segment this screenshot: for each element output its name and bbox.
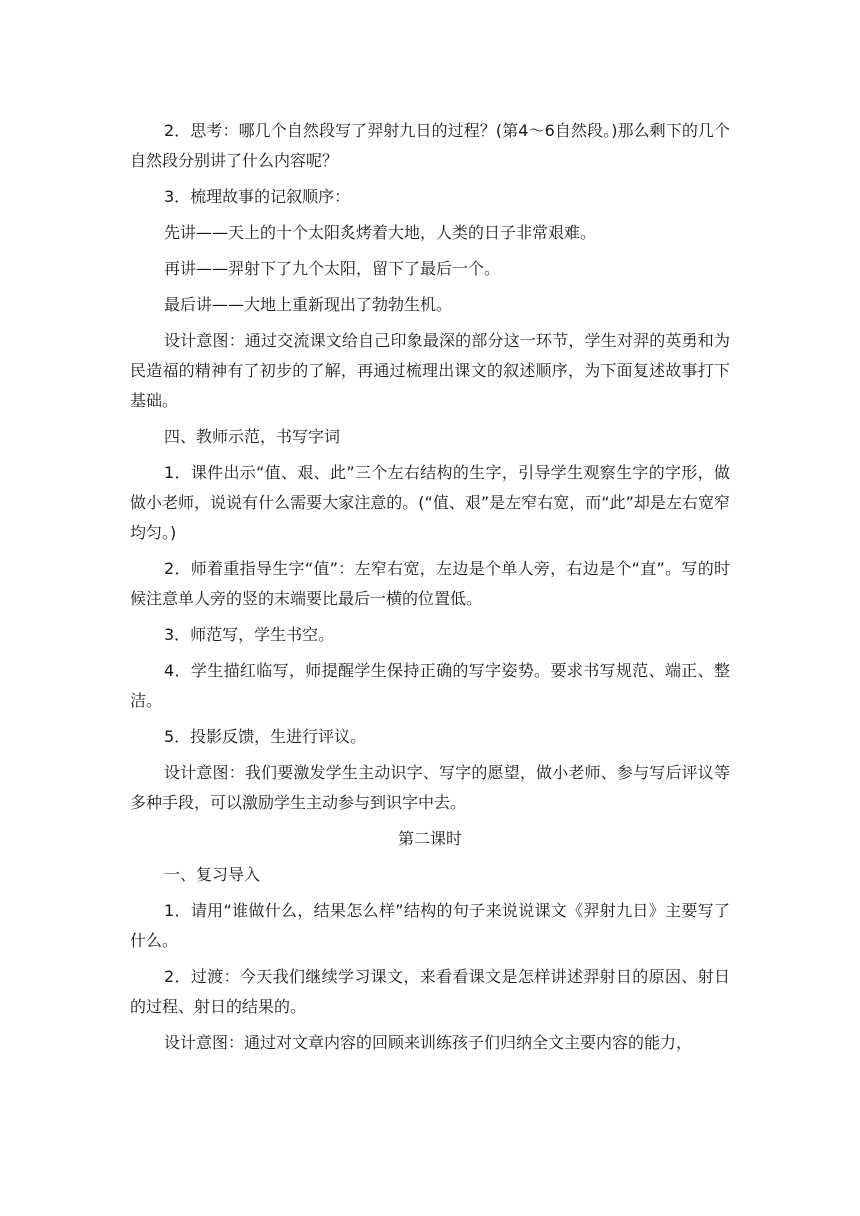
paragraph-design-intent-1: 设计意图：通过交流课文给自己印象最深的部分这一环节，学生对羿的英勇和为民造福的精神有了初步的了解，再通过梳理出课文的叙述顺序，为下面复述故事打下基础。: [130, 331, 730, 410]
paragraph-narrative-order: 3．梳理故事的记叙顺序：: [164, 187, 351, 206]
paragraph-students-trace: 4．学生描红临写，师提醒学生保持正确的写字姿势。要求书写规范、端正、整洁。: [130, 661, 730, 710]
section-heading-review-intro: 一、复习导入: [164, 865, 261, 884]
lesson-heading-second-period: 第二课时: [397, 829, 462, 848]
paragraph-think-question: 2．思考：哪几个自然段写了羿射九日的过程？(第4～6自然段。)那么剩下的几个自然段分别讲了什么内容呢？: [130, 121, 730, 170]
section-heading-teacher-demo: 四、教师示范，书写字词: [164, 427, 341, 446]
paragraph-teacher-writes: 3．师范写，学生书空。: [164, 625, 335, 644]
paragraph-guide-character-zhi: 2．师着重指导生字“值”：左窄右宽，左边是个单人旁，右边是个“直”。写的时候注意单人旁的竖的末端要比最后一横的位置低。: [130, 559, 730, 608]
paragraph-then-told: 再讲——羿射下了九个太阳，留下了最后一个。: [164, 259, 501, 278]
paragraph-design-intent-2: 设计意图：我们要激发学生主动识字、写字的愿望，做小老师、参与写后评议等多种手段，可以激励学生主动参与到识字中去。: [130, 763, 730, 812]
paragraph-transition: 2．过渡：今天我们继续学习课文，来看看课文是怎样讲述羿射日的原因、射日的过程、射日的结果的。: [130, 967, 730, 1016]
paragraph-first-told: 先讲——天上的十个太阳炙烤着大地，人类的日子非常艰难。: [164, 223, 597, 242]
document-body: [130, 116, 730, 1064]
paragraph-courseware-characters: 1．课件出示“值、艰、此”三个左右结构的生字，引导学生观察生字的字形，做做小老师，说说有什么需要大家注意的。(“值、艰”是左窄右宽，而“此”却是左右宽窄均匀。): [130, 463, 730, 542]
paragraph-summarize-sentence: 1．请用“谁做什么，结果怎么样”结构的句子来说说课文《羿射九日》主要写了什么。: [130, 901, 730, 950]
paragraph-finally-told: 最后讲——大地上重新现出了勃勃生机。: [164, 295, 453, 314]
paragraph-design-intent-3: 设计意图：通过对文章内容的回顾来训练孩子们归纳全文主要内容的能力，: [164, 1033, 693, 1052]
paragraph-projection-feedback: 5．投影反馈，生进行评议。: [164, 727, 367, 746]
